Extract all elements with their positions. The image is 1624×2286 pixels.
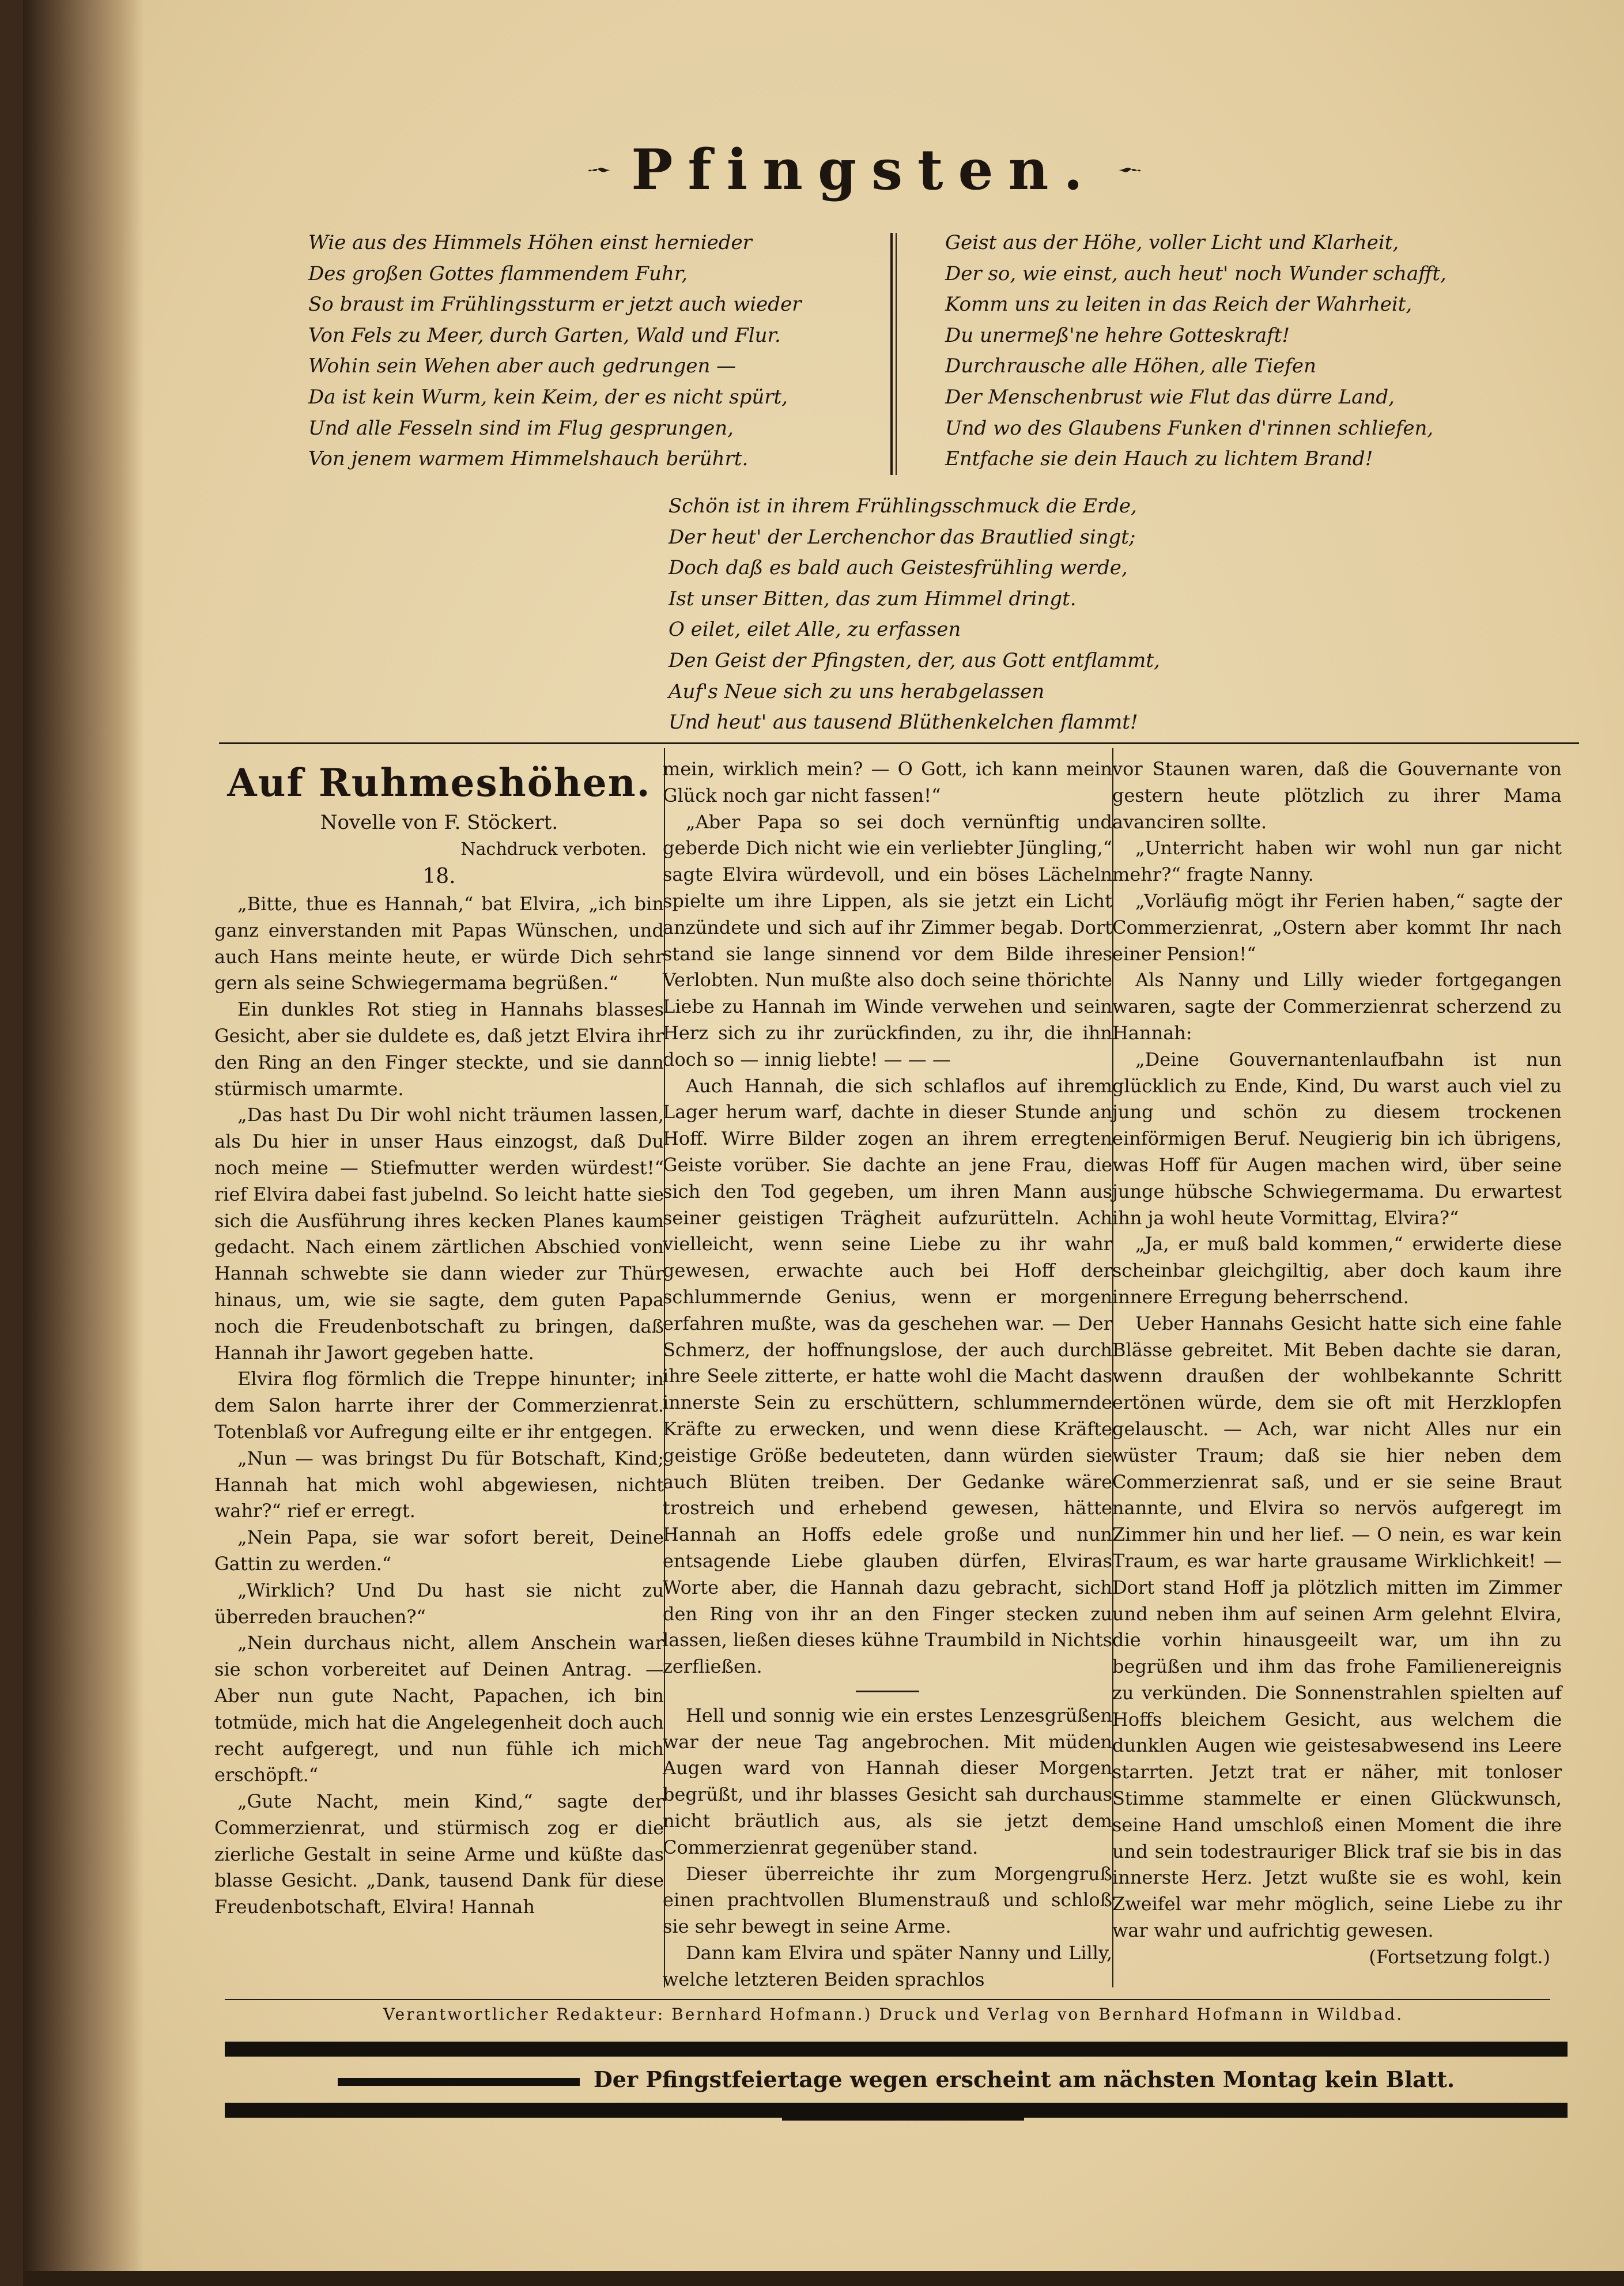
section-divider — [219, 742, 1579, 744]
poem-line: Und wo des Glaubens Funken d'rinnen schliefen, — [945, 416, 1434, 440]
poem-line: Von Fels zu Meer, durch Garten, Wald und Flur. — [308, 323, 781, 347]
poem-line: Ist unser Bitten, das zum Himmel dringt. — [669, 587, 1077, 610]
footer-notice-row — [225, 2062, 1568, 2132]
paragraph: „Unterricht haben wir wohl nun gar nicht mehr?“ fragte Nanny. — [1112, 837, 1562, 886]
poem-right-stanza — [945, 228, 1447, 475]
paragraph: „Vorläufig mögt ihr Ferien haben,“ sagte der Commerzienrat, „Ostern aber kommt Ihr nach einer Pension!“ — [1112, 889, 1562, 965]
paragraph: Ein dunkles Rot stieg in Hannahs blasses Gesicht, aber sie duldete es, daß jetzt Elvira ihr den Ring an den Finger steckte, und sie dann stürmisch umarmte. — [214, 998, 664, 1100]
reprint-notice: Nachdruck verboten. — [460, 839, 647, 859]
paragraph: „Nun — was bringst Du für Botschaft, Kind; Hannah hat mich wohl abgewiesen, nicht wahr?“ rief er erregt. — [214, 1447, 664, 1522]
poem-line: Schön ist in ihrem Frühlingsschmuck die Erde, — [669, 495, 1137, 518]
story-title: Auf Ruhmeshöhen. — [227, 760, 651, 805]
poem-center-stanza — [669, 491, 1160, 738]
paragraph: Elvira flog förmlich die Treppe hinunter; in dem Salon harrte ihrer der Commerzienrat. Totenblaß vor Aufregung eilte er ihr entgegen. — [214, 1368, 664, 1443]
story-column-2 — [663, 756, 1112, 1993]
paragraph: „Das hast Du Dir wohl nicht träumen lassen, als Du hier in unser Haus einzogst, daß Du noch meine — Stiefmutter werden würdest!“ rief Elvira dabei fast jubelnd. So leicht hatte sie sich die Ausführung ihres kecken Planes kaum gedacht. Nach einem zärtlichen Abschied von Hannah schwebte sie dann wieder zur Thür hinaus, um, wie sie sagte, dem guten Papa noch die Freudenbotschaft zu bringen, daß Hannah ihr Jawort gegeben hatte. — [214, 1104, 664, 1364]
holiday-notice: Der Pfingstfeiertage wegen erscheint am nächsten Montag kein Blatt. — [593, 2066, 1455, 2092]
page-bottom-edge — [23, 2271, 1624, 2286]
footer-divider — [225, 1999, 1550, 2000]
poem-line: Doch daß es bald auch Geistesfrühling werde, — [669, 556, 1128, 580]
paragraph: Hell und sonnig wie ein erstes Lenzesgrüßen war der neue Tag angebrochen. Mit müden Augen ward von Hannah dieser Morgen begrüßt, und ihr blasses Gesicht sah durchaus nicht bräutlich aus, als sie jetzt dem Commerzienrat gegenüber stand. — [663, 1704, 1112, 1858]
poem-line: Der so, wie einst, auch heut' noch Wunder schafft, — [945, 262, 1447, 285]
newspaper-page — [23, 0, 1624, 2286]
book-binding-edge — [23, 0, 144, 2286]
paragraph: Als Nanny und Lilly wieder fortgegangen waren, sagte der Commerzienrat scherzend zu Hannah: — [1112, 969, 1562, 1044]
poem-line: Und alle Fesseln sind im Flug gesprungen, — [308, 416, 734, 440]
poem-line: So braust im Frühlingssturm er jetzt auch wieder — [308, 293, 802, 316]
paragraph: „Ja, er muß bald kommen,“ erwiderte diese scheinbar gleichgiltig, aber doch kaum ihre innere Erregung beherrschend. — [1112, 1233, 1562, 1308]
poem-line: Geist aus der Höhe, voller Licht und Klarheit, — [945, 231, 1399, 254]
poem-line: Des großen Gottes flammendem Fuhr, — [308, 262, 688, 285]
poem-left-stanza — [308, 228, 801, 475]
paragraph: „Deine Gouvernantenlaufbahn ist nun glücklich zu Ende, Kind, Du warst auch viel zu jung und schön zu diesem trockenen einförmigen Beruf. Neugierig bin ich übrigens, was Hoff für Augen machen wird, über seine junge hübsche Schwiegermama. Du erwartest ihn ja wohl heute Vormittag, Elvira?“ — [1112, 1048, 1562, 1229]
paragraph: Dieser überreichte ihr zum Morgengruß einen prachtvollen Blumenstrauß und schloß sie sehr bewegt in seine Arme. — [663, 1862, 1112, 1938]
poem-line: O eilet, eilet Alle, zu erfassen — [669, 618, 961, 642]
story-byline: Novelle von F. Stöckert. — [320, 811, 558, 834]
poem-line: Auf's Neue sich zu uns herabgelassen — [669, 680, 1045, 703]
poem-divider — [896, 233, 897, 475]
paragraph: „Aber Papa so sei doch vernünftig und geberde Dich nicht wie ein verliebter Jüngling,“ sagte Elvira würdevoll, und ein böses Lächeln spielte um ihre Lippen, als sie jetzt ein Licht anzündete und sich auf ihr Zimmer begab. Dort stand sie lange sinnend vor dem Bilde ihres Verlobten. Nun mußte also doch seine thörichte Liebe zu Hannah im Winde verwehen und sein Herz sich zu ihr zurückfinden, zu ihr, die ihn doch so — innig liebte! — — — — [663, 810, 1112, 1070]
paragraph: Dann kam Elvira und später Nanny und Lilly, welche letzteren Beiden sprachlos — [663, 1942, 1112, 1990]
poem-line: Der heut' der Lerchenchor das Brautlied singt; — [669, 525, 1136, 549]
story-column-1 — [214, 760, 664, 1921]
paragraph: „Wirklich? Und Du hast sie nicht zu überreden brauchen?“ — [214, 1579, 664, 1628]
poem-line: Wie aus des Himmels Höhen einst hernieder — [308, 231, 752, 254]
poem-line: Komm uns zu leiten in das Reich der Wahrheit, — [945, 293, 1412, 316]
continued-notice: (Fortsetzung folgt.) — [1369, 1945, 1550, 1968]
poem-line: Den Geist der Pfingsten, der, aus Gott entflammt, — [669, 648, 1160, 672]
section-break — [856, 1691, 919, 1692]
poem-line: Da ist kein Wurm, kein Keim, der es nicht spürt, — [308, 385, 788, 409]
flourish-right-icon — [1117, 156, 1141, 184]
paragraph: „Gute Nacht, mein Kind,“ sagte der Commerzienrat, und stürmisch zog er die zierliche Gestalt in seine Arme und küßte das blasse Gesicht. „Dank, tausend Dank für diese Freudenbotschaft, Elvira! Hannah — [214, 1790, 664, 1918]
footer-heavy-rule — [225, 2042, 1568, 2057]
poem-line: Entfache sie dein Hauch zu lichtem Brand! — [945, 447, 1373, 471]
imprint-line: Verantwortlicher Redakteur: Bernhard Hofmann.) Druck und Verlag von Bernhard Hofmann in Wildbad. — [383, 2005, 1404, 2024]
poem-divider — [890, 233, 893, 475]
paragraph: Ueber Hannahs Gesicht hatte sich eine fahle Blässe gebreitet. Mit Beben dachte sie daran, wenn draußen der wohlbekannte Schritt ertönen würde, dem sie oft mit Herzklopfen gelauscht. — Ach, war nicht Alles nur ein wüster Traum; daß sie hier neben dem Commerzienrat saß, und er sie seine Braut nannte, und Elvira so nervös aufgeregt im Zimmer hin und her lief. — O nein, es war kein Traum, es war harte grausame Wirklichkeit! — Dort stand Hoff ja plötzlich mitten im Zimmer und neben ihm auf seinen Arm gelehnt Elvira, die vorhin hinausgeeilt war, um ihn zu begrüßen und ihm das frohe Familienereignis zu verkünden. Die Sonnenstrahlen spielten auf Hoffs bleichem Gesicht, aus welchem die dunklen Augen wie geistesabwesend ins Leere starrten. Jetzt trat er näher, mit tonloser Stimme stammelte er einen Glückwunsch, seine Hand umschloß einen Moment die ihre und sein todestrauriger Blick traf sie bis in das innerste Herz. Jetzt wußte sie es wohl, kein Zweifel war mehr möglich, seine Liebe zu ihr war wahr und aufrichtig gewesen. — [1112, 1312, 1562, 1942]
footer-heavy-rule — [225, 2103, 1568, 2118]
paragraph: „Nein Papa, sie war sofort bereit, Deine Gattin zu werden.“ — [214, 1526, 664, 1575]
page-title: Pfingsten. — [631, 137, 1098, 202]
poem-line: Und heut' aus tausend Blüthenkelchen flammt! — [669, 711, 1138, 734]
chapter-number: 18. — [422, 865, 456, 888]
poem-line: Du unermeß'ne hehre Gotteskraft! — [945, 323, 1290, 347]
paragraph: Auch Hannah, die sich schlaflos auf ihrem Lager herum warf, dachte in dieser Stunde an Hoff. Wirre Bilder zogen an ihrem erregten Geiste vorüber. Sie dachte an jene Frau, die sich den Tod gegeben, um ihren Mann aus seiner geistigen Trägheit aufzurütteln. Ach vielleicht, wenn seine Liebe zu ihr wahr gewesen, erwachte auch bei Hoff der schlummernde Genius, wenn er morgen erfahren mußte, was da geschehen war. — Der Schmerz, der hoffnungslose, der auch durch ihre Seele zitterte, er hatte wohl die Macht das innerste Sein zu erschüttern, schlummernde Kräfte zu erwecken, und wenn diese Kräfte geistige Größe bedeuteten, dann würden sie auch Blüten treiben. Der Gedanke wäre trostreich und erhebend gewesen, hätte Hannah an Hoffs edele große und nun entsagende Liebe glauben dürfen, Elviras Worte aber, die Hannah dazu gebracht, sich den Ring von ihr an den Finger stecken zu lassen, ließen dieses kühne Traumbild in Nichts zerfließen. — [663, 1074, 1112, 1678]
poem-line: Durchrausche alle Höhen, alle Tiefen — [945, 354, 1316, 378]
poem-line: Der Menschenbrust wie Flut das dürre Land, — [945, 385, 1395, 409]
flourish-left-icon — [588, 156, 611, 184]
paragraph: mein, wirklich mein? — O Gott, ich kann mein Glück noch gar nicht fassen!“ — [663, 758, 1112, 806]
footer-dash — [338, 2078, 580, 2086]
poem-line: Wohin sein Wehen aber auch gedrungen — — [308, 354, 737, 378]
title-row — [588, 138, 1141, 202]
story-column-3 — [1112, 756, 1562, 1971]
paragraph: vor Staunen waren, daß die Gouvernante von gestern heute plötzlich zu ihrer Mama avanciren sollte. — [1112, 758, 1562, 833]
poem-line: Von jenem warmem Himmelshauch berührt. — [308, 447, 749, 471]
paragraph: „Nein durchaus nicht, allem Anschein war sie schon vorbereitet auf Deinen Antrag. — Aber nun gute Nacht, Papachen, ich bin totmüde, mich hat die Angelegenheit doch auch recht aufgeregt, und nun fühle ich mich erschöpft.“ — [214, 1632, 664, 1786]
paragraph: „Bitte, thue es Hannah,“ bat Elvira, „ich bin ganz einverstanden mit Papas Wünschen, und auch Hans meinte heute, er würde Dich sehr gern als seine Schwiegermama begrüßen.“ — [214, 893, 664, 994]
